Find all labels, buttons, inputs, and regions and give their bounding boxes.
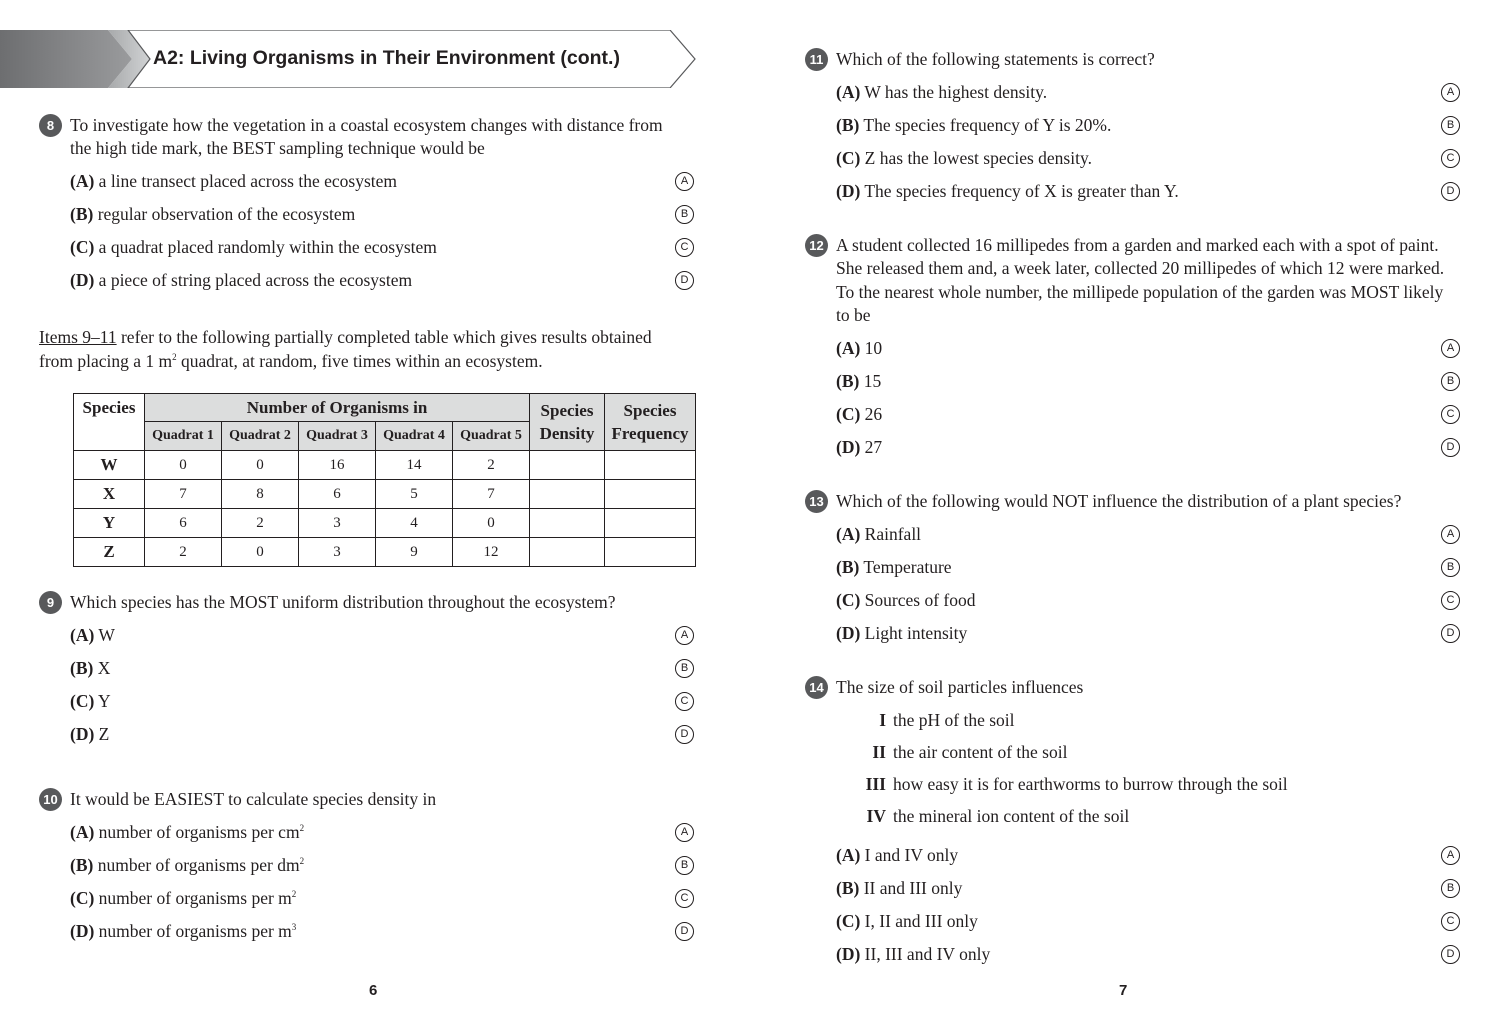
q14-numeral-2: II [872, 742, 886, 762]
table-cell: 0 [453, 509, 530, 538]
q9-answer-bubble-b[interactable]: B [675, 659, 694, 678]
table-cell-frequency-empty[interactable] [605, 538, 696, 567]
q11-answer-bubble-b[interactable]: B [1441, 116, 1460, 135]
q8-option-b: (B) regular observation of the ecosystem [70, 204, 356, 224]
q14-numeral-4: IV [866, 806, 886, 826]
q12-answer-bubble-c[interactable]: C [1441, 405, 1460, 424]
q14-option-c: (C) I, II and III only [836, 911, 978, 931]
table-row-y [74, 509, 696, 538]
table-cell: 4 [376, 509, 453, 538]
table-cell-density-empty[interactable] [530, 509, 605, 538]
q10-answer-bubble-a[interactable]: A [675, 823, 694, 842]
q10-answer-bubble-d[interactable]: D [675, 922, 694, 941]
q14-answer-bubble-a[interactable]: A [1441, 846, 1460, 865]
table-cell: 5 [376, 480, 453, 509]
table-cell: 12 [453, 538, 530, 567]
q12-option-d: (D) 27 [836, 437, 883, 457]
q11-option-b: (B) The species frequency of Y is 20%. [836, 115, 1112, 135]
q13-option-a: (A) Rainfall [836, 524, 922, 544]
q11-answer-bubble-a[interactable]: A [1441, 83, 1460, 102]
q14-statement-1: the pH of the soil [893, 710, 1015, 730]
page-number-right: 7 [1119, 982, 1128, 999]
table-header-quadrat-1: Quadrat 1 [145, 422, 222, 451]
table-cell: 3 [299, 538, 376, 567]
q10-answer-bubble-b[interactable]: B [675, 856, 694, 875]
q12-stem-line-1: A student collected 16 millipedes from a garden and marked each with a spot of paint. [836, 235, 1439, 255]
q8-option-c: (C) a quadrat placed randomly within the ecosystem [70, 237, 437, 257]
question-number-11: 11 [805, 48, 828, 71]
table-cell: 8 [222, 480, 299, 509]
table-cell: 2 [453, 451, 530, 480]
q13-answer-bubble-a[interactable]: A [1441, 525, 1460, 544]
q8-stem-line-1: To investigate how the vegetation in a coastal ecosystem changes with distance from [70, 115, 663, 135]
section-title: A2: Living Organisms in Their Environment (cont.) [153, 47, 620, 69]
question-number-10: 10 [39, 788, 62, 811]
table-row-x [74, 480, 696, 509]
q10-option-a: (A) number of organisms per $cm^2$ [70, 822, 305, 842]
q9-answer-bubble-a[interactable]: A [675, 626, 694, 645]
q9-answer-bubble-c[interactable]: C [675, 692, 694, 711]
question-number-12: 12 [805, 234, 828, 257]
table-header-species-frequency: Species Frequency [605, 394, 696, 451]
question-number-8: 8 [39, 114, 62, 137]
q8-answer-bubble-a[interactable]: A [675, 172, 694, 191]
q8-answer-bubble-b[interactable]: B [675, 205, 694, 224]
table-cell: 9 [376, 538, 453, 567]
table-cell: 0 [222, 451, 299, 480]
items-intro-line-1: Items 9–11 refer to the following partially completed table which gives results obtained [39, 327, 652, 347]
table-cell: 7 [145, 480, 222, 509]
table-header-species-density: Species Density [530, 394, 605, 451]
q13-answer-bubble-c[interactable]: C [1441, 591, 1460, 610]
question-number-14: 14 [805, 676, 828, 699]
table-header-quadrat-4: Quadrat 4 [376, 422, 453, 451]
table-cell-density-empty[interactable] [530, 538, 605, 567]
table-header-species: Species [74, 394, 145, 451]
q10-option-d: (D) number of organisms per $m^3$ [70, 921, 297, 941]
quadrat-results-table [73, 393, 696, 567]
table-cell: 7 [453, 480, 530, 509]
q14-stem: The size of soil particles influences [836, 677, 1084, 697]
table-header-quadrat-5: Quadrat 5 [453, 422, 530, 451]
table-cell: 0 [145, 451, 222, 480]
table-cell-density-empty[interactable] [530, 480, 605, 509]
q11-option-a: (A) W has the highest density. [836, 82, 1048, 102]
q10-option-b: (B) number of organisms per $dm^2$ [70, 855, 305, 875]
page-number-left: 6 [369, 982, 378, 999]
q14-option-d: (D) II, III and IV only [836, 944, 991, 964]
table-cell: 2 [145, 538, 222, 567]
q14-option-b: (B) II and III only [836, 878, 963, 898]
q10-answer-bubble-c[interactable]: C [675, 889, 694, 908]
q13-option-c: (C) Sources of food [836, 590, 976, 610]
table-cell-frequency-empty[interactable] [605, 451, 696, 480]
q14-numeral-3: III [865, 774, 886, 794]
q9-option-c: (C) Y [70, 691, 111, 711]
table-cell-species: X [74, 480, 145, 509]
question-number-13: 13 [805, 490, 828, 513]
q11-option-d: (D) The species frequency of X is greater than Y. [836, 181, 1179, 201]
q11-answer-bubble-d[interactable]: D [1441, 182, 1460, 201]
q9-option-a: (A) W [70, 625, 115, 645]
q9-option-b: (B) X [70, 658, 111, 678]
q14-answer-bubble-b[interactable]: B [1441, 879, 1460, 898]
q9-option-d: (D) Z [70, 724, 110, 744]
table-header-quadrat-3: Quadrat 3 [299, 422, 376, 451]
table-cell-frequency-empty[interactable] [605, 509, 696, 538]
q9-stem: Which species has the MOST uniform distribution throughout the ecosystem? [70, 592, 616, 612]
table-header-quadrat-2: Quadrat 2 [222, 422, 299, 451]
q12-stem-line-2: She released them and, a week later, collected 20 millipedes of which 12 were marked. [836, 258, 1445, 278]
q14-option-a: (A) I and IV only [836, 845, 959, 865]
q12-answer-bubble-a[interactable]: A [1441, 339, 1460, 358]
table-cell-density-empty[interactable] [530, 451, 605, 480]
q12-option-a: (A) 10 [836, 338, 883, 358]
q10-stem: It would be EASIEST to calculate species density in [70, 789, 437, 809]
q14-statement-2: the air content of the soil [893, 742, 1068, 762]
q8-option-d: (D) a piece of string placed across the ecosystem [70, 270, 413, 290]
q12-option-b: (B) 15 [836, 371, 882, 391]
table-cell-frequency-empty[interactable] [605, 480, 696, 509]
table-cell: 2 [222, 509, 299, 538]
q14-answer-bubble-d[interactable]: D [1441, 945, 1460, 964]
q12-answer-bubble-b[interactable]: B [1441, 372, 1460, 391]
q12-stem-line-4: to be [836, 305, 871, 325]
table-cell: 6 [145, 509, 222, 538]
q12-answer-bubble-d[interactable]: D [1441, 438, 1460, 457]
q12-option-c: (C) 26 [836, 404, 883, 424]
q10-option-c: (C) number of organisms per $m^2$ [70, 888, 297, 908]
table-cell: 16 [299, 451, 376, 480]
q8-option-a: (A) a line transect placed across the ecosystem [70, 171, 398, 191]
items-intro-line-2: from placing a 1 $m^2$ quadrat, at random, five times within an ecosystem. [39, 351, 543, 371]
table-cell-species: W [74, 451, 145, 480]
table-cell-species: Y [74, 509, 145, 538]
q13-stem: Which of the following would NOT influence the distribution of a plant species? [836, 491, 1402, 511]
table-cell: 6 [299, 480, 376, 509]
q12-stem-line-3: To the nearest whole number, the millipede population of the garden was MOST likely [836, 282, 1444, 302]
q14-numeral-1: I [879, 710, 886, 730]
table-header-number-of-organisms: Number of Organisms in [145, 394, 530, 422]
table-row-z [74, 538, 696, 567]
q9-answer-bubble-d[interactable]: D [675, 725, 694, 744]
table-cell: 14 [376, 451, 453, 480]
q11-answer-bubble-c[interactable]: C [1441, 149, 1460, 168]
q8-answer-bubble-d[interactable]: D [675, 271, 694, 290]
q13-option-b: (B) Temperature [836, 557, 952, 577]
q13-answer-bubble-b[interactable]: B [1441, 558, 1460, 577]
table-cell: 3 [299, 509, 376, 538]
q14-statement-3: how easy it is for earthworms to burrow through the soil [893, 774, 1288, 794]
q11-stem: Which of the following statements is correct? [836, 49, 1155, 69]
q8-stem-line-2: the high tide mark, the BEST sampling technique would be [70, 138, 485, 158]
table-row-w [74, 451, 696, 480]
q13-option-d: (D) Light intensity [836, 623, 968, 643]
table-cell-species: Z [74, 538, 145, 567]
q13-answer-bubble-d[interactable]: D [1441, 624, 1460, 643]
question-number-9: 9 [39, 591, 62, 614]
q14-statement-4: the mineral ion content of the soil [893, 806, 1130, 826]
table-cell: 0 [222, 538, 299, 567]
q8-answer-bubble-c[interactable]: C [675, 238, 694, 257]
q11-option-c: (C) Z has the lowest species density. [836, 148, 1092, 168]
q14-answer-bubble-c[interactable]: C [1441, 912, 1460, 931]
